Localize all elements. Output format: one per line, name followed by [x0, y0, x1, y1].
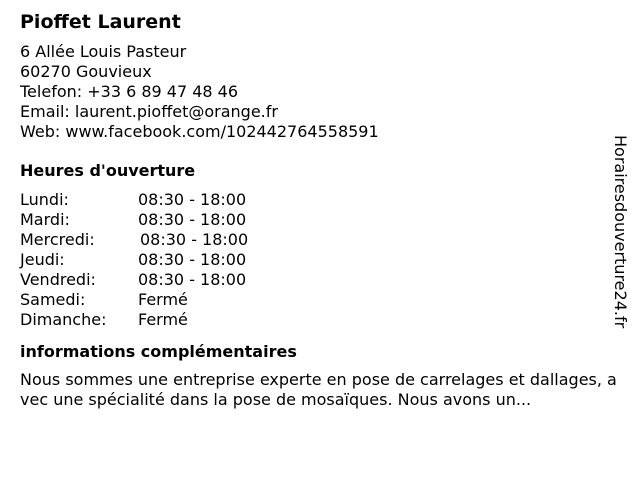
hours-time: 08:30 - 18:00: [140, 230, 249, 249]
hours-time: 08:30 - 18:00: [138, 270, 247, 289]
phone-number: Telefon: +33 6 89 47 48 46: [20, 82, 239, 101]
opening-hours-table: [20, 190, 625, 330]
hours-row-friday: [20, 270, 625, 290]
site-watermark: Horairesdouverture24.fr: [611, 135, 630, 329]
hours-day: Samedi:: [20, 290, 86, 309]
hours-time: Fermé: [138, 310, 188, 329]
additional-info-text: Nous sommes une entreprise experte en pose de carrelages et dallages, avec une spécialité dans la pose de mosaïques. Nous avons un...: [20, 370, 617, 409]
hours-day: Jeudi:: [20, 250, 65, 269]
hours-time: 08:30 - 18:00: [138, 190, 247, 209]
hours-day: Dimanche:: [20, 310, 107, 329]
hours-day: Mercredi:: [20, 230, 95, 249]
hours-time: Fermé: [138, 290, 188, 309]
hours-time: 08:30 - 18:00: [138, 250, 247, 269]
additional-info-heading: informations complémentaires: [20, 342, 297, 361]
address-street: 6 Allée Louis Pasteur: [20, 42, 187, 61]
hours-row-thursday: [20, 250, 625, 270]
hours-day: Mardi:: [20, 210, 70, 229]
hours-row-monday: [20, 190, 625, 210]
address-city: 60270 Gouvieux: [20, 62, 152, 81]
hours-row-wednesday: [20, 230, 625, 250]
business-card: [20, 10, 625, 410]
hours-row-tuesday: [20, 210, 625, 230]
hours-day: Vendredi:: [20, 270, 96, 289]
business-name: Pioffet Laurent: [20, 11, 181, 33]
opening-hours-heading: Heures d'ouverture: [20, 161, 196, 180]
hours-row-sunday: [20, 310, 625, 330]
hours-time: 08:30 - 18:00: [138, 210, 247, 229]
email-address: Email: laurent.pioffet@orange.fr: [20, 102, 278, 121]
hours-row-saturday: [20, 290, 625, 310]
website-link: Web: www.facebook.com/102442764558591: [20, 122, 379, 141]
hours-day: Lundi:: [20, 190, 69, 209]
